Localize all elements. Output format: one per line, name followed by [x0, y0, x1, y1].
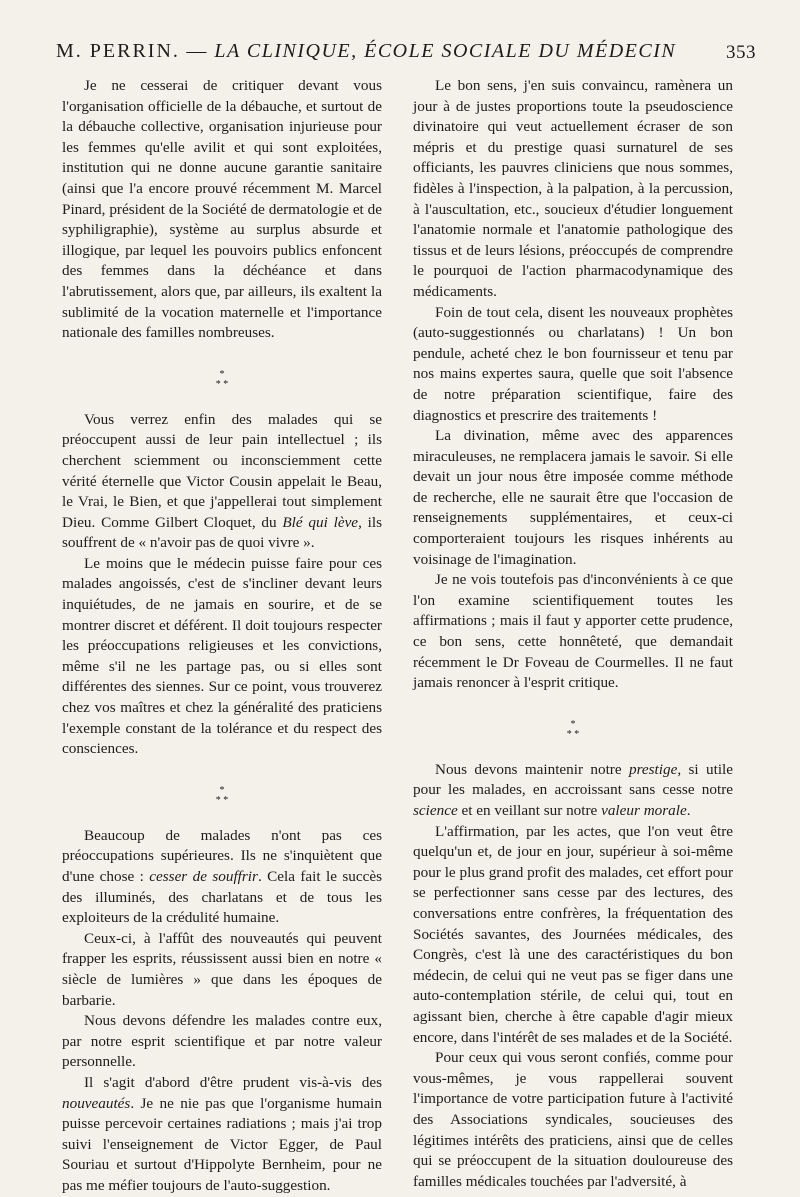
paragraph: Nous devons défendre les malades contre eux, par notre esprit scientifique et par notre valeur personnelle.: [62, 1012, 382, 1071]
page-number: 353: [726, 42, 756, 63]
emphasis: nouveautés: [62, 1094, 131, 1112]
left-column: [62, 76, 382, 1197]
section-separator: [62, 766, 382, 816]
paragraph: [62, 1073, 382, 1197]
paragraph: Le moins que le médecin puisse faire pour ces malades angoissés, c'est de s'incliner devant leurs inquiétudes, de ne jamais en sourire, et de se montrer discret et déférent. Il doit toujours respecter les préoccupations religieuses et les convictions, même s'il ne les partage pas, ou si elles sont différentes des siennes. Sur ce point, vous trouverez chez vos maîtres et chez la généralité des praticiens l'exemple constant de la tolérance et du respect des consciences.: [62, 554, 382, 758]
text-run: . Cela fait le succès des illuminés, des charlatans et de tous les exploiteurs de la crédulité humaine.: [62, 868, 382, 927]
book-title: Blé qui lève: [282, 513, 359, 531]
paragraph: Le bon sens, j'en suis convaincu, ramènera un jour à de justes proportions toute la pseudoscience divinatoire qui veut actuellement écraser de son mépris et du prestige quasi surnaturel de ses officiants, les pauvres cliniciens que nous sommes, fidèles à l'inspection, à la palpation, à la percussion, à l'auscultation, etc., soucieux d'étudier longuement l'anatomie normale et l'anatomie pathologique des tissus et de leurs lésions, préoccupés de comprendre le pourquoi de l'action pharmacodynamique des médicaments.: [413, 77, 733, 300]
paragraph: Je ne cesserai de critiquer devant vous l'organisation officielle de la débauche, et surtout de la débauche collective, organisation injurieuse pour les femmes qu'elle avilit et qui sont exploitées, institution qui ne donne aucune garantie sanitaire (ainsi que l'a encore prouvé récemment M. Marcel Pinard, président de la Société de dermatologie et de syphiligraphie), système au surplus absurde et illogique, par lequel les pouvoirs publics enfoncent des femmes dans la déchéance et dans l'abrutissement, alors que, par ailleurs, ils exaltent la sublimité de la vocation maternelle et l'importance nationale des familles nombreuses.: [62, 77, 382, 342]
emphasis: valeur morale: [601, 802, 687, 819]
separator-star: *: [570, 718, 576, 730]
section-separator: [413, 700, 733, 750]
header-dash: —: [186, 40, 208, 62]
paragraph: Je ne vois toutefois pas d'inconvénients à ce que l'on examine scientifiquement toutes les affirmations ; mais il faut y apporter cette prudence, ce bon sens, cette honnêteté, que demandait récemment le Dr Foveau de Courmelles. Il ne faut jamais renoncer à l'esprit critique.: [413, 571, 733, 692]
paragraph: La divination, même avec des apparences miraculeuses, ne remplacera jamais le savoir. Si elle devait un jour nous être imposée comme méthode de recherche, elle ne saurait être que l'occasion de renseignements supplémentaires, et ceux-ci comporteraient toujours les risques inhérents au voisinage de l'imagination.: [413, 427, 733, 568]
emphasis: cesser de souffrir: [149, 868, 258, 885]
emphasis: prestige: [628, 760, 678, 778]
paragraph: L'affirmation, par les actes, que l'on veut être quelqu'un et, de jour en jour, supérieur à soi-même pour le plus grand profit des malades, cet effort pour se perfectionner sans cesse par des lectures, des conversations entre confrères, la fréquentation des Sociétés savantes, des Journées médicales, des Congrès, c'est là une des caractéristiques du bon médecin, de celui qui ne veut pas se figer dans une auto-contemplation stérile, de celui qui, tout en agissant bien, cherche à être capable d'agir mieux encore, dans l'intérêt de ses malades et de la Société.: [413, 822, 733, 1046]
paragraph: Pour ceux qui vous seront confiés, comme pour vous-mêmes, je vous rappellerai souvent l'importance de votre participation future à l'activité des Associations syndicales, soucieuses des légitimes intérêts des praticiens, ainsi que de celles qui se préoccupent de la situation douloureuse des familles médicales touchées par l'adversité, à: [413, 1049, 733, 1190]
separator-star: *: [219, 784, 225, 796]
text-run: .: [686, 802, 691, 819]
section-separator: [62, 350, 382, 400]
paragraph: Ceux-ci, à l'affût des nouveautés qui peuvent frapper les esprits, réussissent aussi bien en notre « siècle de lumières » que dans les époques de barbarie.: [62, 929, 382, 1009]
text-run: , si utile pour les malades, en accroissant sans cesse notre: [413, 760, 733, 799]
text-run: Il s'agit d'abord d'être prudent vis-à-vis des: [84, 1073, 382, 1091]
text-run: Nous devons maintenir notre: [435, 760, 629, 778]
text-run: Vous verrez enfin des malades qui se préoccupent aussi de leur pain intellectuel ; ils cherchent sciemment ou inconsciemment cette vérité éternelle que Victor Cousin appelait le Beau, le Vrai, le Bien, et que j'appellerai tout simplement Dieu. Comme Gilbert Cloquet, du: [62, 410, 382, 531]
paragraph: Foin de tout cela, disent les nouveaux prophètes (auto-suggestionnés ou charlatans) ! Un bon pendule, acheté chez le bon fournisseur et tenu par nos mains expertes saura, quelle que soit l'absence de notre préparation scientifique, faire des diagnostics et prescrire des traitements !: [413, 303, 733, 424]
paragraph: [413, 760, 733, 822]
separator-stars: * *: [215, 378, 229, 390]
header-title: LA CLINIQUE, ÉCOLE SOCIALE DU MÉDECIN: [214, 40, 677, 62]
text-run: Beaucoup de malades n'ont pas ces préoccupations supérieures. Ils ne s'inquiètent que d'une chose :: [62, 826, 382, 885]
text-run: et en veillant sur notre: [457, 802, 602, 819]
header-author: M. PERRIN.: [56, 40, 180, 62]
emphasis: science: [413, 802, 458, 819]
separator-stars: * *: [566, 728, 580, 740]
paragraph: [62, 410, 382, 554]
paragraph: [62, 826, 382, 929]
text-run: , ils souffrent de « n'avoir pas de quoi vivre ».: [62, 513, 382, 552]
right-column: [413, 76, 733, 1192]
separator-stars: * *: [215, 794, 229, 806]
running-head: [56, 40, 756, 63]
separator-star: *: [219, 368, 225, 380]
text-run: . Je ne nie pas que l'organisme humain puisse percevoir certaines radiations ; mais j'ai trop suivi l'enseignement de Victor Egger, de Paul Souriau et surtout d'Hippolyte Bernheim, pour ne pas me méfier toujours de l'auto-suggestion.: [62, 1094, 382, 1194]
